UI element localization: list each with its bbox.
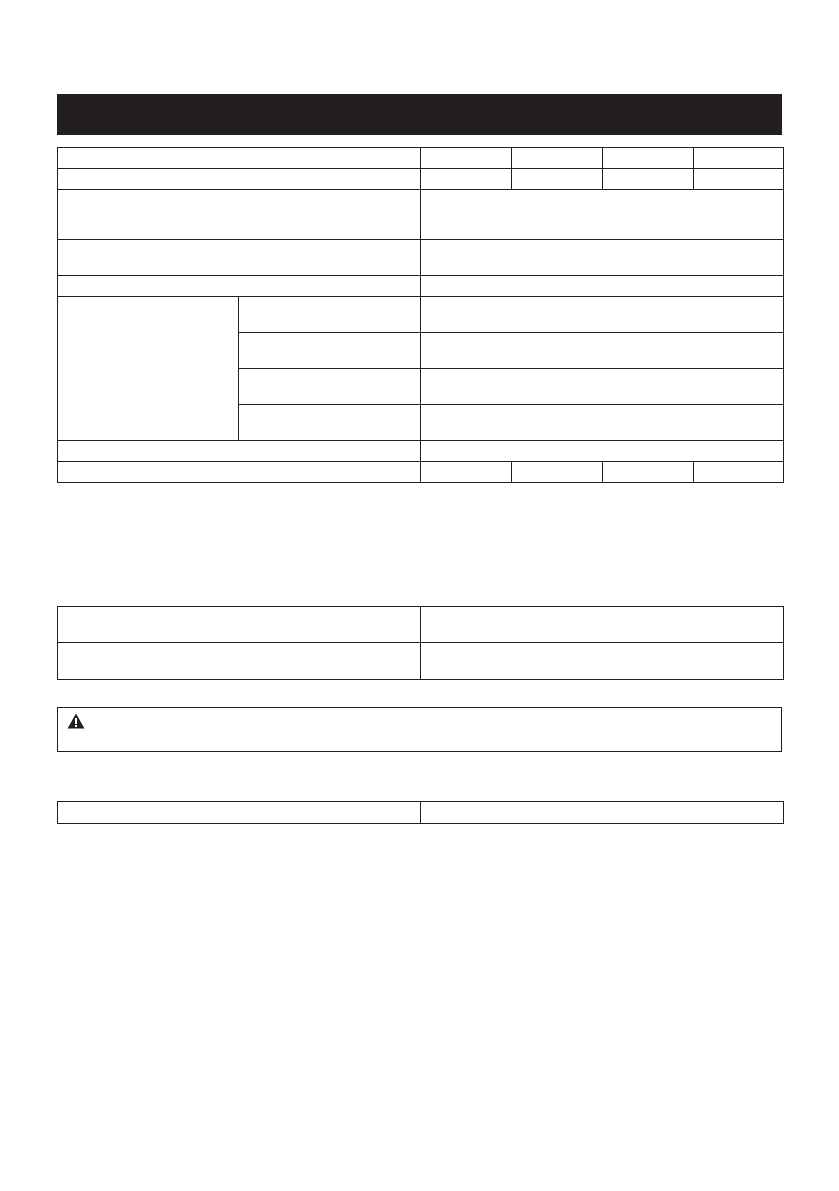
- spec-cell: [603, 169, 694, 190]
- spec-cell: [421, 276, 784, 297]
- spec-row-label: [58, 169, 421, 190]
- spec-cell: [421, 462, 512, 483]
- warning-triangle-icon: [67, 713, 85, 729]
- spec-row-label: [58, 240, 421, 276]
- table-row-label: [58, 802, 421, 824]
- spec-row: [58, 190, 784, 240]
- spec-cell: [421, 297, 784, 333]
- table-row-value: [421, 802, 784, 824]
- spec-cell: [421, 240, 784, 276]
- spec-row: [58, 276, 784, 297]
- spec-cell: [421, 148, 512, 169]
- spec-row: [58, 169, 784, 190]
- table-row: [58, 643, 784, 680]
- spec-cell: [421, 169, 512, 190]
- spec-row-label: [58, 276, 421, 297]
- spec-row: [58, 297, 784, 333]
- spec-cell: [421, 190, 784, 240]
- intended-use-table: [57, 606, 784, 680]
- table-row-label: [58, 607, 421, 643]
- spec-row: [58, 441, 784, 462]
- spec-cell: [603, 462, 694, 483]
- spec-subrow-label: [239, 369, 421, 405]
- spec-cell: [694, 148, 784, 169]
- spec-row-label: [58, 462, 421, 483]
- spec-cell: [421, 333, 784, 369]
- spec-cell: [603, 148, 694, 169]
- spec-cell: [512, 462, 603, 483]
- info-table: [57, 801, 784, 824]
- spec-row-label: [58, 190, 421, 240]
- spec-cell: [512, 148, 603, 169]
- section-title-bar: [57, 94, 782, 135]
- spec-row-label: [58, 148, 421, 169]
- spec-row-label: [58, 441, 421, 462]
- table-row: [58, 607, 784, 643]
- spec-cell: [421, 441, 784, 462]
- spec-subrow-label: [239, 333, 421, 369]
- specifications-table: [57, 147, 784, 483]
- spec-cell: [694, 169, 784, 190]
- warning-box: [57, 707, 782, 752]
- spec-cell: [694, 462, 784, 483]
- table-row: [58, 802, 784, 824]
- spec-group-label: [58, 297, 239, 441]
- spec-row: [58, 240, 784, 276]
- spec-cell: [421, 369, 784, 405]
- spec-cell: [421, 405, 784, 441]
- table-row-label: [58, 643, 421, 680]
- spec-cell: [512, 169, 603, 190]
- table-row-value: [421, 607, 784, 643]
- spec-subrow-label: [239, 405, 421, 441]
- spec-row: [58, 148, 784, 169]
- spec-row: [58, 462, 784, 483]
- table-row-value: [421, 643, 784, 680]
- spec-subrow-label: [239, 297, 421, 333]
